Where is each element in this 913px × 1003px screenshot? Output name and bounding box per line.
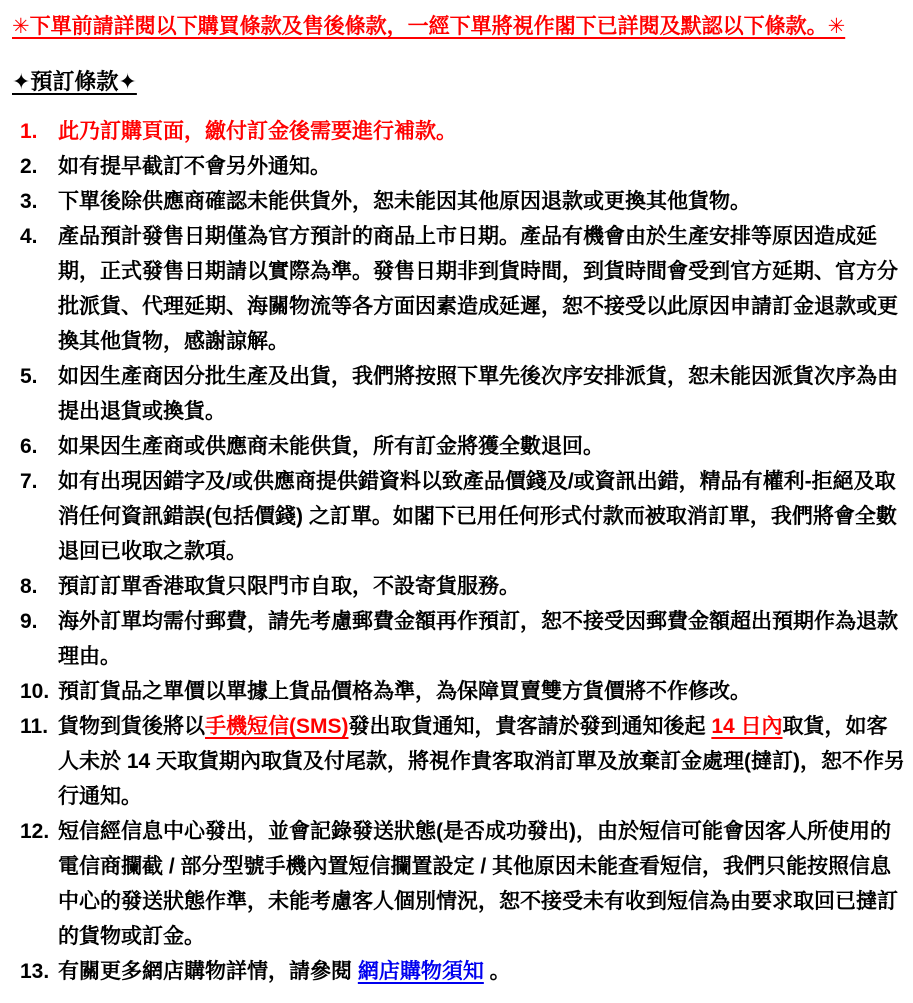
term-number: 6. <box>20 435 38 458</box>
term-number: 8. <box>20 575 38 598</box>
term-number: 2. <box>20 155 38 178</box>
term-text <box>58 429 905 464</box>
term-item-5 <box>8 359 905 429</box>
term-item-7 <box>8 464 905 569</box>
term-text <box>58 149 905 184</box>
text-segment: 貨物到貨後將以 <box>58 715 205 738</box>
term-number: 4. <box>20 225 38 248</box>
term-text <box>58 359 905 429</box>
term-text <box>58 184 905 219</box>
term-text <box>58 219 905 359</box>
term-item-12 <box>8 814 905 954</box>
text-segment: 如果因生產商或供應商未能供貨，所有訂金將獲全數退回。 <box>58 435 604 458</box>
term-number: 1. <box>20 120 38 143</box>
term-text <box>58 954 905 989</box>
shop-guide-link[interactable]: 網店購物須知 <box>357 960 484 983</box>
term-number: 3. <box>20 190 38 213</box>
text-segment: 發出取貨通知，貴客請於發到通知後起 <box>348 715 712 738</box>
term-item-4 <box>8 219 905 359</box>
term-text <box>58 464 905 569</box>
text-segment: 產品預計發售日期僅為官方預計的商品上市日期。產品有機會由於生產安排等原因造成延期，正式發售日期請以實際為準。發售日期非到貨時間，到貨時間會受到官方延期、官方分批派貨、代理延期、海關物流等各方面因素造成延遲，恕不接受以此原因申請訂金退款或更換其他貨物，感謝諒解。 <box>58 225 898 353</box>
term-number: 7. <box>20 470 38 493</box>
section-heading-wrap <box>12 68 905 96</box>
text-segment: 如有出現因錯字及/或供應商提供錯資料以致產品價錢及/或資訊出錯，精品有權利-拒絕及取消任何資訊錯誤(包括價錢) 之訂單。如閣下已用任何形式付款而被取消訂單，我們將會全數退回已收取之款項。 <box>58 470 897 563</box>
text-segment: 預訂訂單香港取貨只限門市自取，不設寄貨服務。 <box>58 575 520 598</box>
term-number: 5. <box>20 365 38 388</box>
text-segment: 海外訂單均需付郵費，請先考慮郵費金額再作預訂，恕不接受因郵費金額超出預期作為退款理由。 <box>58 610 898 668</box>
section-heading: ✦預訂條款✦ <box>12 69 137 94</box>
term-text <box>58 814 905 954</box>
text-segment: 下單後除供應商確認未能供貨外，恕未能因其他原因退款或更換其他貨物。 <box>58 190 751 213</box>
text-segment: 有關更多網店購物詳情，請參閱 <box>58 960 358 983</box>
term-item-6 <box>8 429 905 464</box>
term-text <box>58 114 905 149</box>
text-segment: 如有提早截訂不會另外通知。 <box>58 155 331 178</box>
term-text <box>58 674 905 709</box>
term-text <box>58 604 905 674</box>
term-item-9 <box>8 604 905 674</box>
term-item-1 <box>8 114 905 149</box>
term-number: 9. <box>20 610 38 633</box>
text-segment: 短信經信息中心發出，並會記錄發送狀態(是否成功發出)，由於短信可能會因客人所使用的電信商攔截 / 部分型號手機內置短信攔置設定 / 其他原因未能查看短信，我們只能按照信息中心的發送狀態作準，未能考慮客人個別情況，恕不接受未有收到短信為由要求取回已撻訂的貨物或訂金。 <box>58 820 898 948</box>
terms-list <box>8 114 905 989</box>
term-text <box>58 709 905 814</box>
text-segment: 。 <box>483 960 511 983</box>
text-segment: 取貨，如客人未於 14 天取貨期內取貨及付尾款，將視作貴客取消訂單及放棄訂金處理(撻訂)，恕不作另行通知。 <box>58 715 906 808</box>
term-item-10 <box>8 674 905 709</box>
term-item-3 <box>8 184 905 219</box>
term-number: 11. <box>20 715 49 738</box>
page-title: ✳︎下單前請詳閱以下購買條款及售後條款，一經下單將視作閣下已詳閱及默認以下條款。✳︎ <box>12 15 846 38</box>
pickup-deadline-highlight: 14 日內 <box>711 715 783 738</box>
term-number: 13. <box>20 960 50 983</box>
sms-highlight: 手機短信(SMS) <box>205 715 349 738</box>
term-item-2 <box>8 149 905 184</box>
term-text <box>58 569 905 604</box>
term-number: 10. <box>20 680 50 703</box>
term-number: 12. <box>20 820 50 843</box>
term-item-11 <box>8 709 905 814</box>
text-segment: 如因生產商因分批生產及出貨，我們將按照下單先後次序安排派貨，恕未能因派貨次序為由提出退貨或換貨。 <box>58 365 898 423</box>
text-segment: 預訂貨品之單價以單據上貨品價格為準，為保障買賣雙方貨價將不作修改。 <box>58 680 751 703</box>
text-segment: 此乃訂購頁面，繳付訂金後需要進行補款。 <box>58 120 457 143</box>
term-item-13 <box>8 954 905 989</box>
term-item-8 <box>8 569 905 604</box>
